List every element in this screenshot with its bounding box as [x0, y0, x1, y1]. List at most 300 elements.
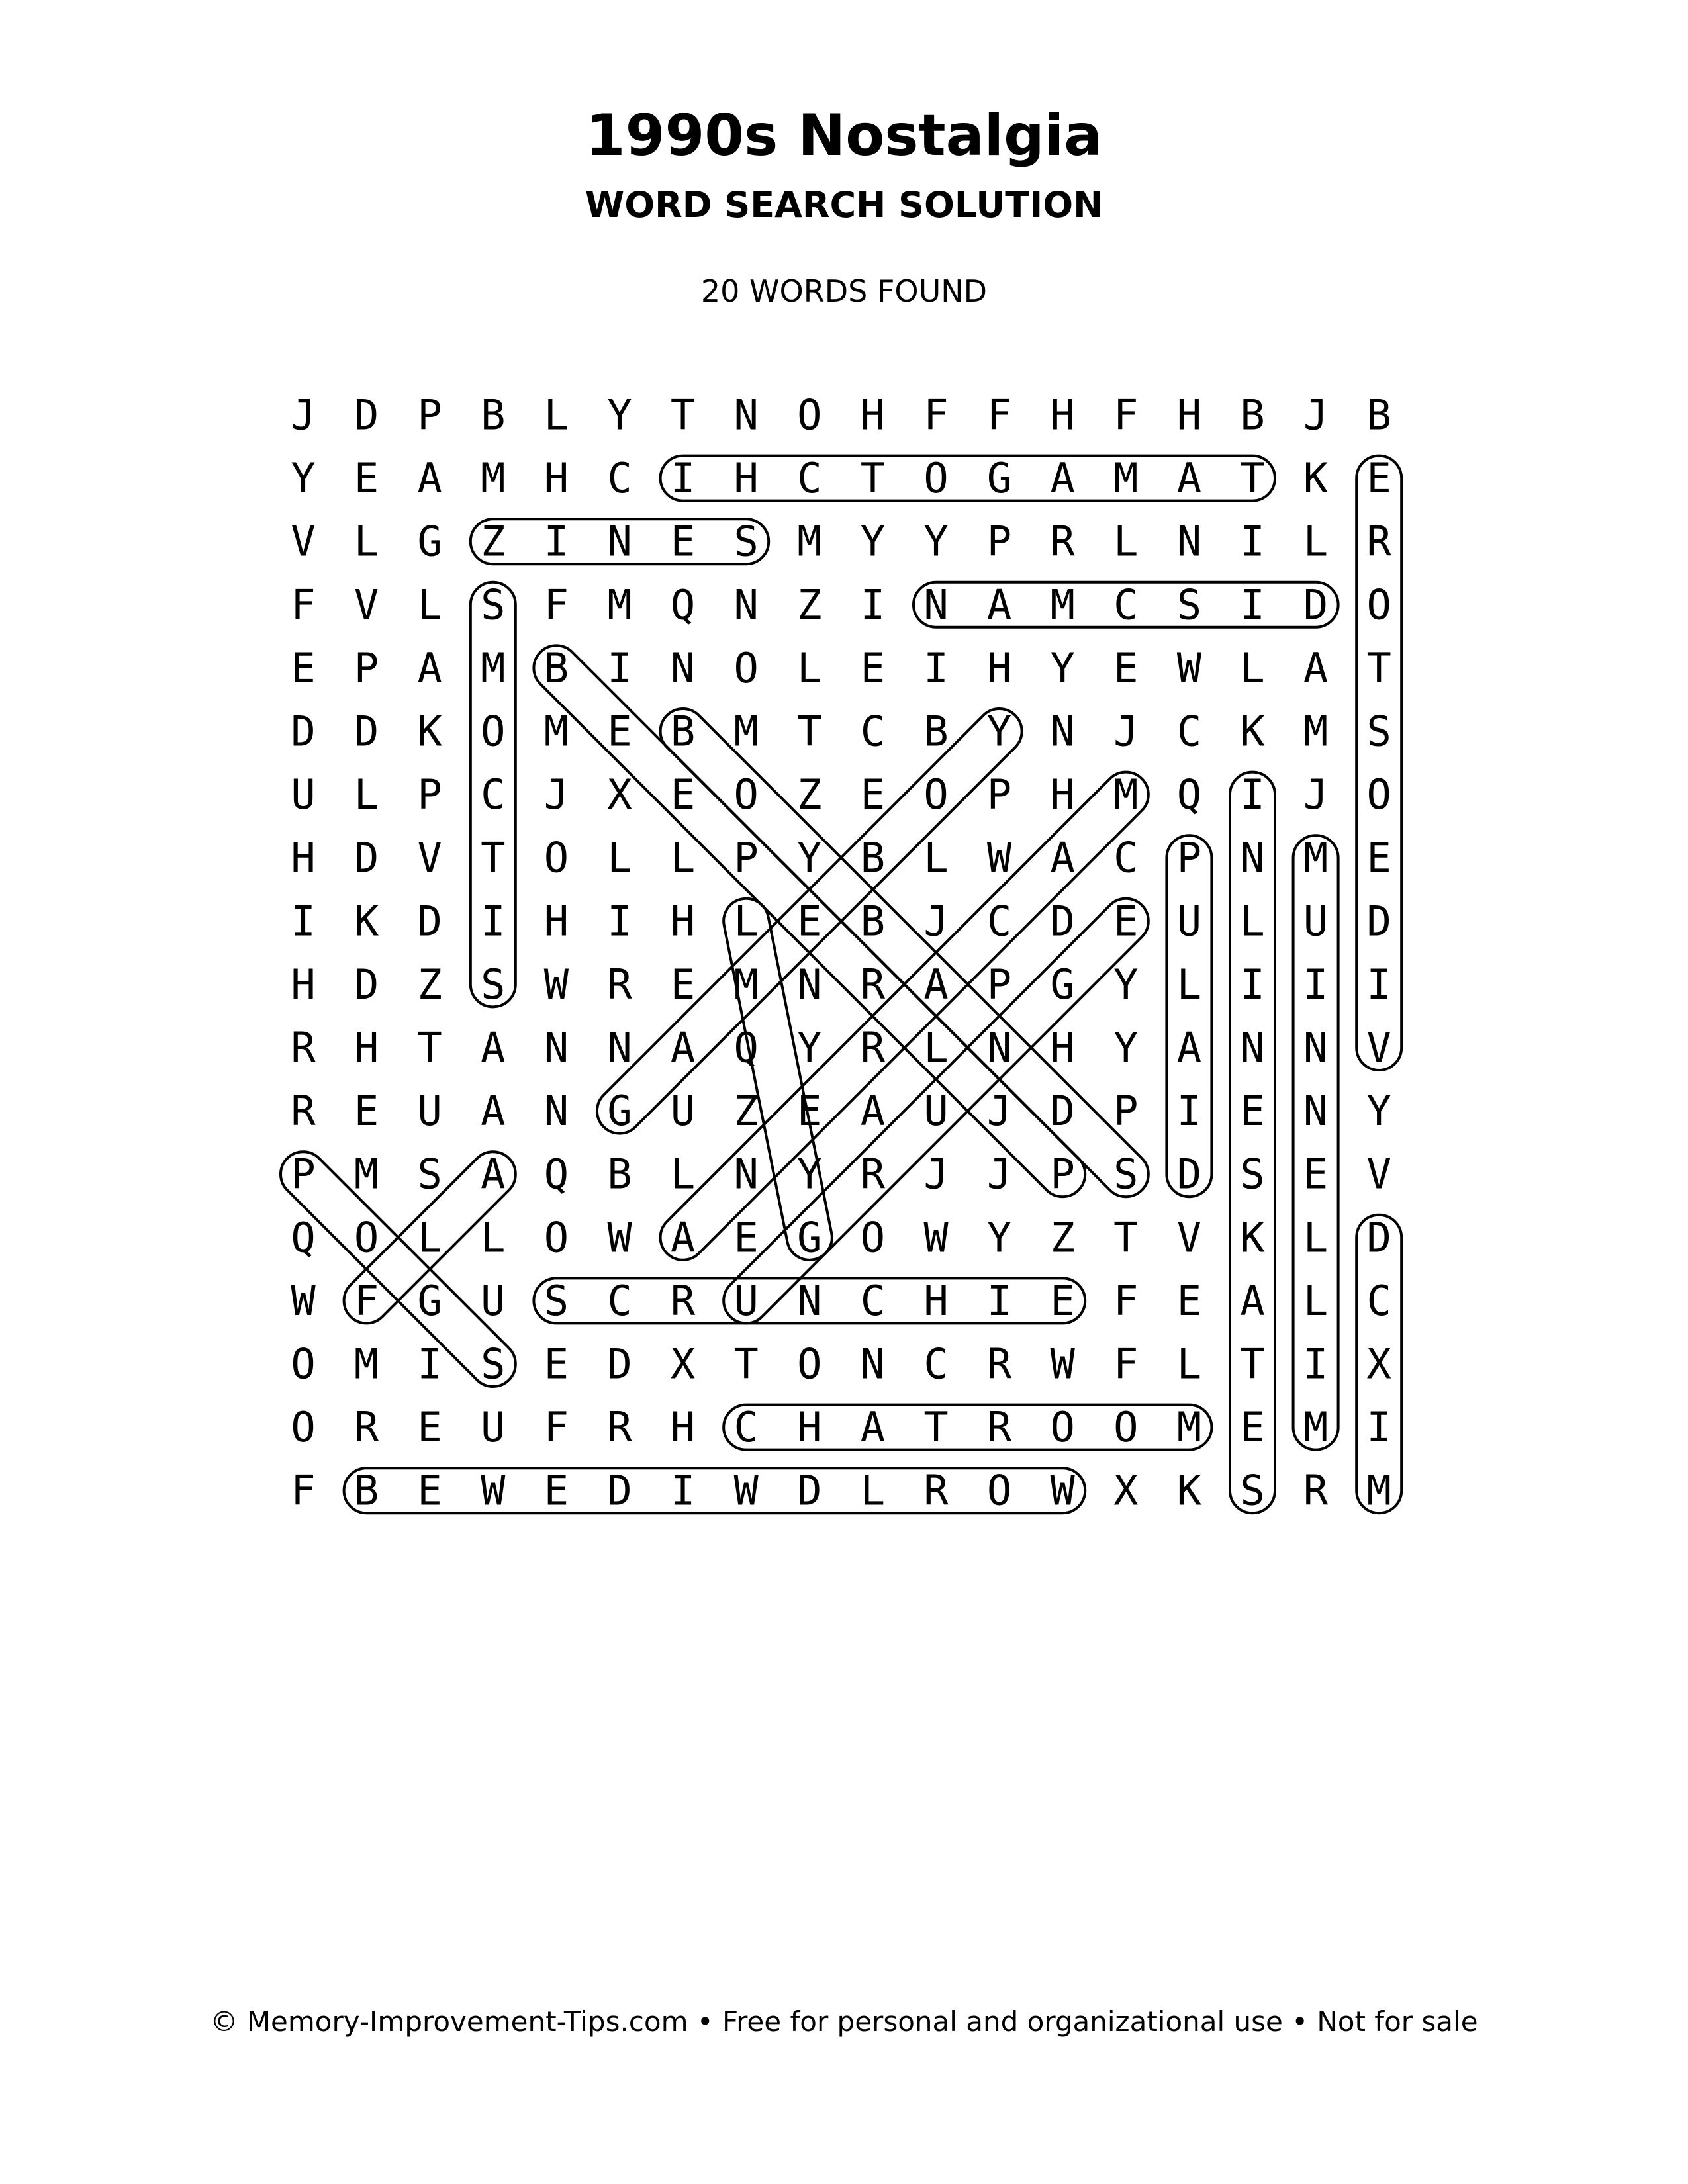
grid-letter: F [353, 1276, 379, 1325]
grid-letter: E [1113, 643, 1139, 692]
grid-letter: U [733, 1276, 759, 1325]
grid-letter: B [543, 643, 569, 692]
grid-letter: G [797, 1213, 822, 1262]
grid-letter: O [1113, 1403, 1139, 1452]
grid-letter: W [291, 1276, 316, 1325]
grid-letter: U [1303, 897, 1329, 946]
grid-letter: H [860, 390, 886, 439]
grid-letter: Y [1113, 1023, 1139, 1072]
grid-letter: J [543, 770, 569, 819]
grid-letter: N [607, 517, 632, 566]
grid-letter: P [291, 1150, 316, 1199]
grid-letter: R [986, 1340, 1012, 1388]
grid-letter: M [1050, 580, 1075, 629]
grid-letter: R [353, 1403, 379, 1452]
grid-letter: I [860, 580, 886, 629]
grid-letter: N [543, 1087, 569, 1136]
grid-letter: I [1303, 960, 1329, 1009]
grid-letter: E [417, 1403, 442, 1452]
grid-letter: T [860, 454, 886, 503]
grid-letter: K [417, 707, 442, 756]
grid-letter: T [733, 1340, 759, 1388]
grid-letter: W [1050, 1466, 1075, 1515]
grid-letter: R [670, 1276, 696, 1325]
words-found-count: 20 WORDS FOUND [700, 273, 988, 309]
grid-letter: D [1366, 897, 1391, 946]
grid-letter: H [1050, 770, 1075, 819]
grid-letter: V [1366, 1023, 1391, 1072]
grid-letter: W [543, 960, 569, 1009]
grid-letter: F [986, 390, 1012, 439]
grid-letter: C [481, 770, 506, 819]
grid-letter: Y [923, 517, 949, 566]
page-title: 1990s Nostalgia [585, 103, 1103, 169]
grid-letter: B [353, 1466, 379, 1515]
grid-letter: T [481, 833, 506, 882]
grid-letter: B [481, 390, 506, 439]
grid-letter: T [1240, 1340, 1265, 1388]
grid-letter: F [1113, 390, 1139, 439]
grid-letter: S [481, 1340, 506, 1388]
grid-letter: D [417, 897, 442, 946]
grid-letter: E [1366, 833, 1391, 882]
grid-letter: C [860, 707, 886, 756]
grid-letter: L [607, 833, 632, 882]
grid-letter: M [797, 517, 822, 566]
grid-letter: N [733, 580, 759, 629]
grid-letter: Y [986, 707, 1012, 756]
grid-letter: I [1176, 1087, 1202, 1136]
grid-letter: A [860, 1403, 886, 1452]
grid-letter: P [1050, 1150, 1075, 1199]
grid-letter: Y [797, 1023, 822, 1072]
page-subtitle: WORD SEARCH SOLUTION [585, 184, 1103, 226]
grid-letter: Z [797, 770, 822, 819]
grid-letter: O [923, 454, 949, 503]
grid-letter: I [923, 643, 949, 692]
grid-letter: E [543, 1340, 569, 1388]
grid-letter: N [607, 1023, 632, 1072]
grid-letter: N [986, 1023, 1012, 1072]
grid-letter: V [417, 833, 442, 882]
grid-letter: D [1176, 1150, 1202, 1199]
grid-letter: N [1176, 517, 1202, 566]
grid-letter: M [481, 643, 506, 692]
grid-letter: A [923, 960, 949, 1009]
grid-letter: T [797, 707, 822, 756]
grid-letter: P [733, 833, 759, 882]
grid-letter: D [607, 1466, 632, 1515]
grid-letter: M [1303, 1403, 1329, 1452]
grid-letter: H [733, 454, 759, 503]
grid-letter: L [1113, 517, 1139, 566]
grid-letter: S [1240, 1150, 1265, 1199]
grid-letter: V [1366, 1150, 1391, 1199]
found-word-loop [651, 700, 1158, 1206]
grid-letter: G [417, 1276, 442, 1325]
grid-letter: I [1240, 770, 1265, 819]
grid-letter: Y [1366, 1087, 1391, 1136]
grid-letter: E [733, 1213, 759, 1262]
grid-letter: R [607, 1403, 632, 1452]
found-word-loop [1230, 772, 1275, 1514]
grid-letter: R [291, 1023, 316, 1072]
grid-letter: J [923, 1150, 949, 1199]
grid-letter: N [1303, 1087, 1329, 1136]
grid-letter: H [291, 833, 316, 882]
grid-letter: F [543, 1403, 569, 1452]
grid-letter: N [797, 960, 822, 1009]
grid-letter: F [1113, 1340, 1139, 1388]
grid-letter: H [670, 897, 696, 946]
grid-letter: I [670, 1466, 696, 1515]
grid-letter: E [1366, 454, 1391, 503]
grid-letter: O [291, 1340, 316, 1388]
grid-letter: I [607, 897, 632, 946]
grid-letter: A [481, 1087, 506, 1136]
grid-letter: Z [417, 960, 442, 1009]
grid-letter: L [1176, 1340, 1202, 1388]
grid-letter: B [670, 707, 696, 756]
grid-letter: H [670, 1403, 696, 1452]
grid-letter: C [986, 897, 1012, 946]
grid-letter: E [670, 960, 696, 1009]
grid-letter: P [1176, 833, 1202, 882]
grid-letter: K [353, 897, 379, 946]
found-word-loop [651, 763, 1158, 1269]
grid-letter: W [733, 1466, 759, 1515]
grid-letter: Y [607, 390, 632, 439]
grid-letter: A [1050, 833, 1075, 882]
grid-letter: R [291, 1087, 316, 1136]
grid-letter: C [923, 1340, 949, 1388]
grid-letter: U [481, 1403, 506, 1452]
grid-letter: H [1050, 1023, 1075, 1072]
grid-letter: C [860, 1276, 886, 1325]
grid-letter: J [1113, 707, 1139, 756]
grid-letter: I [1303, 1340, 1329, 1388]
grid-letter: O [1366, 770, 1391, 819]
grid-letter: I [1366, 960, 1391, 1009]
grid-letter: O [797, 390, 822, 439]
grid-letter: E [1240, 1087, 1265, 1136]
grid-letter: O [1050, 1403, 1075, 1452]
grid-letter: A [1176, 454, 1202, 503]
grid-letter: E [417, 1466, 442, 1515]
grid-letter: L [1240, 897, 1265, 946]
grid-letter: E [1176, 1276, 1202, 1325]
grid-letter: S [1113, 1150, 1139, 1199]
grid-letter: H [353, 1023, 379, 1072]
grid-letter: N [923, 580, 949, 629]
grid-letter: N [1240, 1023, 1265, 1072]
grid-letter: M [1366, 1466, 1391, 1515]
grid-letter: F [923, 390, 949, 439]
grid-letter: C [1113, 580, 1139, 629]
grid-letter: H [986, 643, 1012, 692]
grid-letter: F [291, 1466, 316, 1515]
grid-letter: M [1113, 454, 1139, 503]
grid-letter: L [1303, 1213, 1329, 1262]
grid-letter: D [353, 707, 379, 756]
grid-letter: Z [733, 1087, 759, 1136]
grid-letter: G [986, 454, 1012, 503]
grid-letter: C [1366, 1276, 1391, 1325]
grid-letter: R [986, 1403, 1012, 1452]
grid-letter: P [353, 643, 379, 692]
grid-letter: I [1240, 580, 1265, 629]
grid-letter: Y [291, 454, 316, 503]
grid-letter: W [923, 1213, 949, 1262]
grid-letter: Y [860, 517, 886, 566]
grid-letter: M [1303, 707, 1329, 756]
grid-letter: L [417, 1213, 442, 1262]
grid-letter: X [1366, 1340, 1391, 1388]
grid-letter: A [1303, 643, 1329, 692]
grid-letter: E [1050, 1276, 1075, 1325]
grid-letter: T [417, 1023, 442, 1072]
grid-letter: X [1113, 1466, 1139, 1515]
grid-letter: R [860, 1023, 886, 1072]
grid-letter: L [1176, 960, 1202, 1009]
grid-letter: K [1240, 707, 1265, 756]
grid-letter: W [481, 1466, 506, 1515]
grid-letter: A [417, 643, 442, 692]
grid-letter: D [1303, 580, 1329, 629]
grid-letter: E [1240, 1403, 1265, 1452]
grid-letter: I [481, 897, 506, 946]
grid-letter: N [1050, 707, 1075, 756]
grid-letter: E [797, 897, 822, 946]
grid-letter: A [860, 1087, 886, 1136]
grid-letter: C [607, 1276, 632, 1325]
grid-letter: O [986, 1466, 1012, 1515]
grid-letter: O [923, 770, 949, 819]
grid-letter: T [1366, 643, 1391, 692]
grid-letter: J [923, 897, 949, 946]
grid-letter: A [1176, 1023, 1202, 1072]
grid-letter: M [353, 1150, 379, 1199]
grid-letter: O [481, 707, 506, 756]
grid-letter: G [1050, 960, 1075, 1009]
grid-letter: H [543, 454, 569, 503]
grid-letter: L [1303, 1276, 1329, 1325]
grid-letter: S [417, 1150, 442, 1199]
grid-letter: O [797, 1340, 822, 1388]
grid-letter: L [417, 580, 442, 629]
grid-letter: N [733, 390, 759, 439]
grid-letter: I [291, 897, 316, 946]
grid-letter: A [481, 1150, 506, 1199]
grid-letter: D [1366, 1213, 1391, 1262]
grid-letter: O [543, 833, 569, 882]
grid-letter: I [670, 454, 696, 503]
grid-letter: A [986, 580, 1012, 629]
grid-letter: J [1303, 390, 1329, 439]
found-word-loop [720, 895, 836, 1264]
grid-letter: I [543, 517, 569, 566]
grid-letter: W [607, 1213, 632, 1262]
grid-letter: J [986, 1150, 1012, 1199]
found-word-loop [1166, 835, 1211, 1197]
grid-letter: M [1303, 833, 1329, 882]
grid-letter: B [1240, 390, 1265, 439]
grid-letter: A [670, 1213, 696, 1262]
grid-letter: E [1303, 1150, 1329, 1199]
grid-letter: S [733, 517, 759, 566]
grid-letter: U [1176, 897, 1202, 946]
grid-letter: L [797, 643, 822, 692]
grid-letter: V [353, 580, 379, 629]
grid-letter: C [1113, 833, 1139, 882]
grid-letter: B [923, 707, 949, 756]
grid-letter: V [291, 517, 316, 566]
grid-letter: R [923, 1466, 949, 1515]
grid-letter: R [607, 960, 632, 1009]
grid-letter: B [860, 833, 886, 882]
grid-letter: W [1050, 1340, 1075, 1388]
grid-letter: D [291, 707, 316, 756]
grid-letter: L [860, 1466, 886, 1515]
grid-letter: N [797, 1276, 822, 1325]
grid-letter: I [1366, 1403, 1391, 1452]
grid-letter: I [986, 1276, 1012, 1325]
grid-letter: F [1113, 1276, 1139, 1325]
grid-letter: E [353, 454, 379, 503]
grid-letter: M [1113, 770, 1139, 819]
grid-letter: B [1366, 390, 1391, 439]
grid-letter: M [543, 707, 569, 756]
grid-letter: F [543, 580, 569, 629]
grid-letter: N [733, 1150, 759, 1199]
grid-letter: Z [797, 580, 822, 629]
grid-letter: S [543, 1276, 569, 1325]
grid-letter: M [481, 454, 506, 503]
grid-letter: L [543, 390, 569, 439]
grid-letter: N [1240, 833, 1265, 882]
grid-letter: K [1240, 1213, 1265, 1262]
grid-letter: A [670, 1023, 696, 1072]
grid-letter: G [417, 517, 442, 566]
grid-letter: O [291, 1403, 316, 1452]
grid-letter: L [353, 517, 379, 566]
grid-letter: D [353, 390, 379, 439]
grid-letter: U [670, 1087, 696, 1136]
grid-letter: R [1303, 1466, 1329, 1515]
grid-letter: E [670, 770, 696, 819]
grid-letter: D [353, 833, 379, 882]
grid-letter: H [1176, 390, 1202, 439]
grid-letter: H [797, 1403, 822, 1452]
grid-letter: A [417, 454, 442, 503]
grid-letter: E [291, 643, 316, 692]
grid-letter: L [1240, 643, 1265, 692]
grid-letter: L [1303, 517, 1329, 566]
grid-letter: N [670, 643, 696, 692]
grid-letter: Q [670, 580, 696, 629]
grid-letter: J [1303, 770, 1329, 819]
grid-letter: Q [1176, 770, 1202, 819]
grid-letter: P [986, 517, 1012, 566]
grid-letter: M [1176, 1403, 1202, 1452]
grid-letter: J [986, 1087, 1012, 1136]
grid-letter: W [1176, 643, 1202, 692]
grid-letter: O [1366, 580, 1391, 629]
grid-letter: L [733, 897, 759, 946]
grid-letter: T [1240, 454, 1265, 503]
grid-letter: I [1240, 517, 1265, 566]
found-word-loop [344, 1468, 1086, 1513]
grid-letter: Y [797, 1150, 822, 1199]
grid-letter: L [923, 833, 949, 882]
grid-letter: P [986, 960, 1012, 1009]
grid-letter: B [607, 1150, 632, 1199]
grid-letter: C [733, 1403, 759, 1452]
grid-letter: Z [481, 517, 506, 566]
grid-letter: D [607, 1340, 632, 1388]
grid-letter: R [1050, 517, 1075, 566]
footer-note: © Memory-Improvement-Tips.com • Free for personal and organizational use • Not for sale [210, 2005, 1478, 2038]
grid-letter: H [1050, 390, 1075, 439]
grid-letter: Q [291, 1213, 316, 1262]
grid-letter: N [1303, 1023, 1329, 1072]
grid-letter: H [923, 1276, 949, 1325]
grid-letter: L [353, 770, 379, 819]
grid-letter: D [1050, 897, 1075, 946]
grid-letter: E [353, 1087, 379, 1136]
grid-letter: J [291, 390, 316, 439]
grid-letter: X [670, 1340, 696, 1388]
grid-letter: Q [543, 1150, 569, 1199]
grid-letter: U [923, 1087, 949, 1136]
grid-letter: H [543, 897, 569, 946]
grid-letter: V [1176, 1213, 1202, 1262]
grid-letter: H [291, 960, 316, 1009]
grid-letters [291, 391, 1391, 1515]
grid-letter: W [986, 833, 1012, 882]
grid-letter: D [353, 960, 379, 1009]
grid-letter: A [481, 1023, 506, 1072]
grid-letter: O [733, 770, 759, 819]
grid-letter: O [353, 1213, 379, 1262]
grid-letter: E [1113, 897, 1139, 946]
grid-letter: S [1240, 1466, 1265, 1515]
grid-letter: Q [733, 1023, 759, 1072]
grid-letter: A [1240, 1276, 1265, 1325]
grid-letter: E [860, 643, 886, 692]
grid-letter: M [607, 580, 632, 629]
grid-letter: K [1303, 454, 1329, 503]
grid-letter: U [481, 1276, 506, 1325]
grid-letter: L [670, 1150, 696, 1199]
grid-letter: P [417, 770, 442, 819]
grid-letter: I [417, 1340, 442, 1388]
grid-letter: U [291, 770, 316, 819]
grid-letter: E [670, 517, 696, 566]
grid-letter: D [1050, 1087, 1075, 1136]
grid-letter: M [733, 707, 759, 756]
grid-letter: D [797, 1466, 822, 1515]
grid-letter: S [481, 580, 506, 629]
grid-letter: T [923, 1403, 949, 1452]
grid-letter: L [481, 1213, 506, 1262]
grid-letter: T [670, 390, 696, 439]
grid-letter: P [1113, 1087, 1139, 1136]
grid-letter: N [860, 1340, 886, 1388]
grid-letter: L [670, 833, 696, 882]
grid-letter: S [1176, 580, 1202, 629]
grid-letter: O [733, 643, 759, 692]
